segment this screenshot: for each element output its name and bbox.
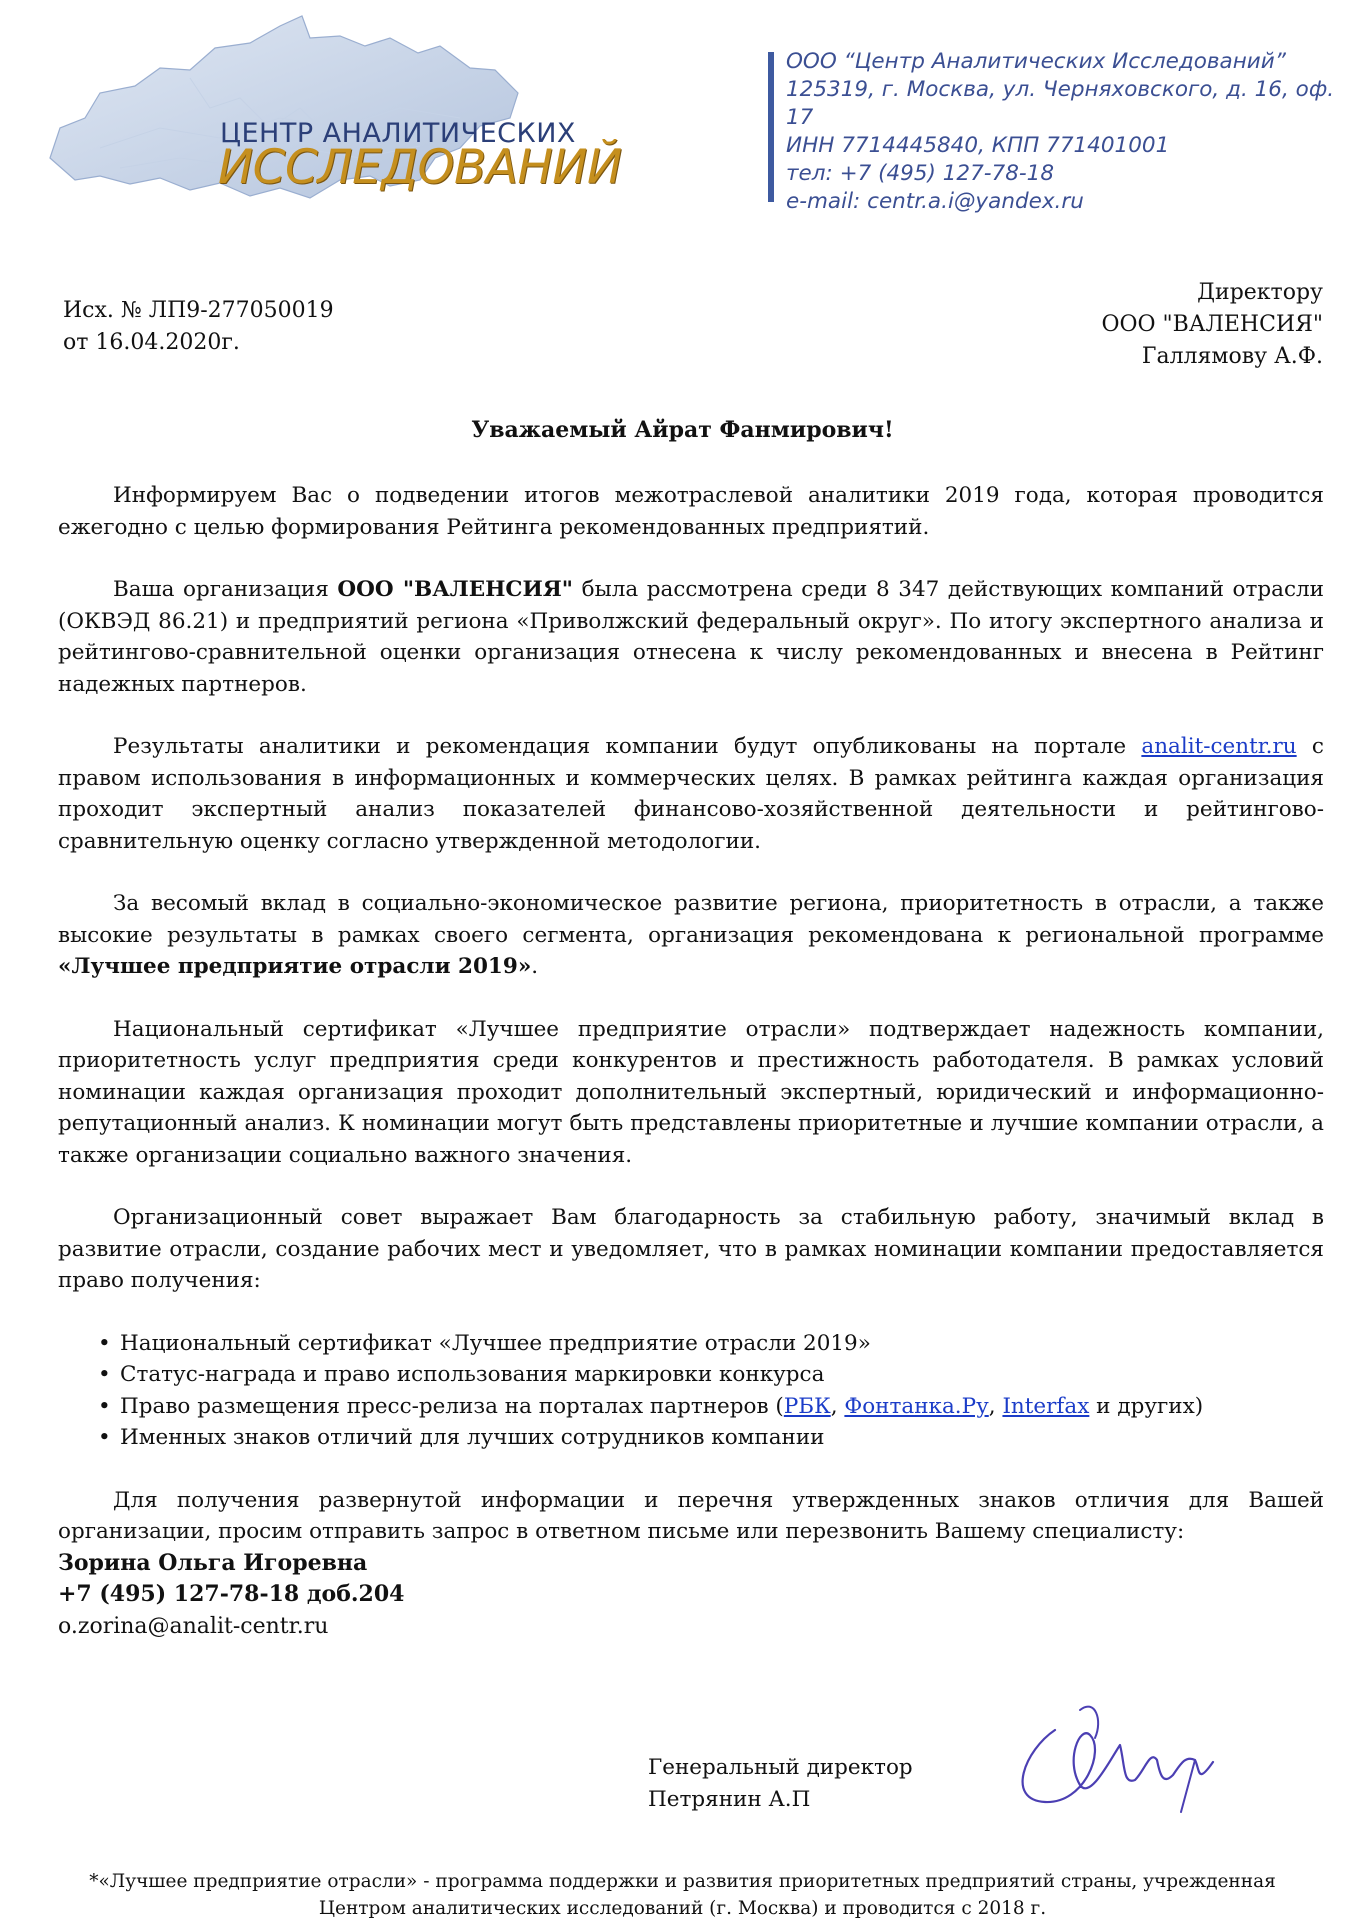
letterhead-address: 125319, г. Москва, ул. Черняховского, д. 16, оф. 17: [786, 77, 1335, 130]
signer-block: [648, 1752, 913, 1816]
list-separator: ,: [830, 1393, 845, 1419]
letter-body: [58, 480, 1324, 1642]
contact-phone: +7 (495) 127-78-18 доб.204: [58, 1581, 405, 1607]
paragraph-2-text: Ваша организация: [113, 577, 338, 602]
list-item: • Статус-награда и право использования маркировки конкурса: [120, 1359, 1324, 1391]
benefits-list: [58, 1328, 1324, 1454]
letterhead-divider: [768, 52, 774, 202]
letterhead-contacts: [786, 48, 1365, 216]
paragraph-4-text: За весомый вклад в социально-экономическое развитие региона, приоритетность в отрасли, а также высокие результаты в рамках своего сегмента, организация рекомендована к региональной программе: [58, 891, 1324, 948]
paragraph-5: Национальный сертификат «Лучшее предприятие отрасли» подтверждает надежность компании, приоритетность услуг предприятия среди конкурентов и престижность работодателя. В рамках условий номинации каждая организация проходит дополнительный экспертный, юридический и информационно-репутационный анализ. К номинации могут быть представлены приоритетные и лучшие компании отрасли, а также организации социально важного значения.: [58, 1016, 1324, 1168]
program-name-bold: «Лучшее предприятие отрасли 2019»: [58, 954, 532, 979]
list-item-text-end: и других): [1089, 1393, 1204, 1419]
signer-name: Петрянин А.П: [648, 1787, 811, 1812]
addressee-position: Директору: [1197, 280, 1323, 305]
contact-name: Зорина Ольга Игоревна: [58, 1549, 368, 1576]
paragraph-4: [58, 888, 1324, 983]
paragraph-6: Организационный совет выражает Вам благодарность за стабильную работу, значимый вклад в развитие отрасли, создание рабочих мест и уведомляет, что в рамках номинации компании предоставляется право получения:: [58, 1205, 1324, 1293]
outgoing-reference: [63, 295, 334, 359]
paragraph-3: [58, 731, 1324, 857]
paragraph-3-text-end: с правом использования в информационных и коммерческих целях. В рамках рейтинга каждая организация проходит экспертный анализ показателей финансово-хозяйственной деятельности и рейтингово-сравнительную оценку согласно утвержденной методологии.: [58, 734, 1324, 854]
letterhead-email: e-mail: centr.a.i@yandex.ru: [786, 189, 1084, 214]
list-item: [120, 1391, 1324, 1423]
letterhead-company: ООО “Центр Аналитических Исследований”: [786, 49, 1286, 74]
logo-text-line1: ЦЕНТР АНАЛИТИЧЕСКИХ: [220, 118, 576, 149]
letterhead-phone: тел: +7 (495) 127-78-18: [786, 161, 1055, 186]
list-item: • Именных знаков отличий для лучших сотрудников компании: [120, 1422, 1324, 1454]
footnote-line1: *«Лучшее предприятие отрасли» - программа поддержки и развития приоритетных предприятий страны, учрежденная: [89, 1871, 1276, 1892]
paragraph-2-text-end: была рассмотрена среди 8 347 действующих компаний отрасли (ОКВЭД 86.21) и предприятий региона «Приволжский федеральный округ». По итогу экспертного анализа и рейтингово-сравнительной оценки организация отнесена к числу рекомендованных и внесена в Рейтинг надежных партнеров.: [58, 577, 1324, 697]
interfax-link[interactable]: Interfax: [1002, 1393, 1090, 1419]
footnote: [0, 1868, 1365, 1922]
list-item: • Национальный сертификат «Лучшее предприятие отрасли 2019»: [120, 1328, 1324, 1360]
letterhead-inn: ИНН 7714445840, КПП 771401001: [786, 133, 1170, 158]
paragraph-1: Информируем Вас о подведении итогов межотраслевой аналитики 2019 года, которая проводится ежегодно с целью формирования Рейтинга рекомендованных предприятий.: [58, 483, 1324, 540]
rbc-link[interactable]: РБК: [783, 1393, 831, 1419]
footnote-line2: Центром аналитических исследований (г. Москва) и проводится с 2018 г.: [318, 1898, 1047, 1919]
signer-title: Генеральный директор: [648, 1755, 913, 1780]
logo-text-line2: ИССЛЕДОВАНИЙ: [218, 140, 622, 195]
paragraph-7: Для получения развернутой информации и перечня утвержденных знаков отличия для Вашей организации, просим отправить запрос в ответном письме или перезвонить Вашему специалисту:: [58, 1487, 1324, 1544]
paragraph-4-text-end: .: [531, 954, 539, 979]
company-name-bold: ООО "ВАЛЕНСИЯ": [337, 577, 574, 602]
handwritten-signature: [985, 1690, 1225, 1825]
list-separator: ,: [988, 1393, 1003, 1419]
addressee-company: ООО "ВАЛЕНСИЯ": [1101, 312, 1323, 337]
list-item-text: Право размещения пресс-релиза на порталах партнеров (: [120, 1393, 784, 1419]
reference-date: от 16.04.2020г.: [63, 330, 240, 355]
addressee-block: [1101, 277, 1323, 373]
portal-link[interactable]: analit-centr.ru: [1141, 734, 1297, 759]
addressee-name: Галлямову А.Ф.: [1141, 344, 1323, 369]
greeting: Уважаемый Айрат Фанмирович!: [471, 417, 894, 443]
paragraph-3-text: Результаты аналитики и рекомендация компании будут опубликованы на портале: [113, 734, 1142, 759]
contact-email: o.zorina@analit-centr.ru: [58, 1613, 329, 1639]
paragraph-2: [58, 574, 1324, 700]
contact-person: [58, 1548, 1324, 1643]
fontanka-link[interactable]: Фонтанка.Ру: [844, 1393, 989, 1419]
reference-number: Исх. № ЛП9-277050019: [63, 298, 334, 323]
